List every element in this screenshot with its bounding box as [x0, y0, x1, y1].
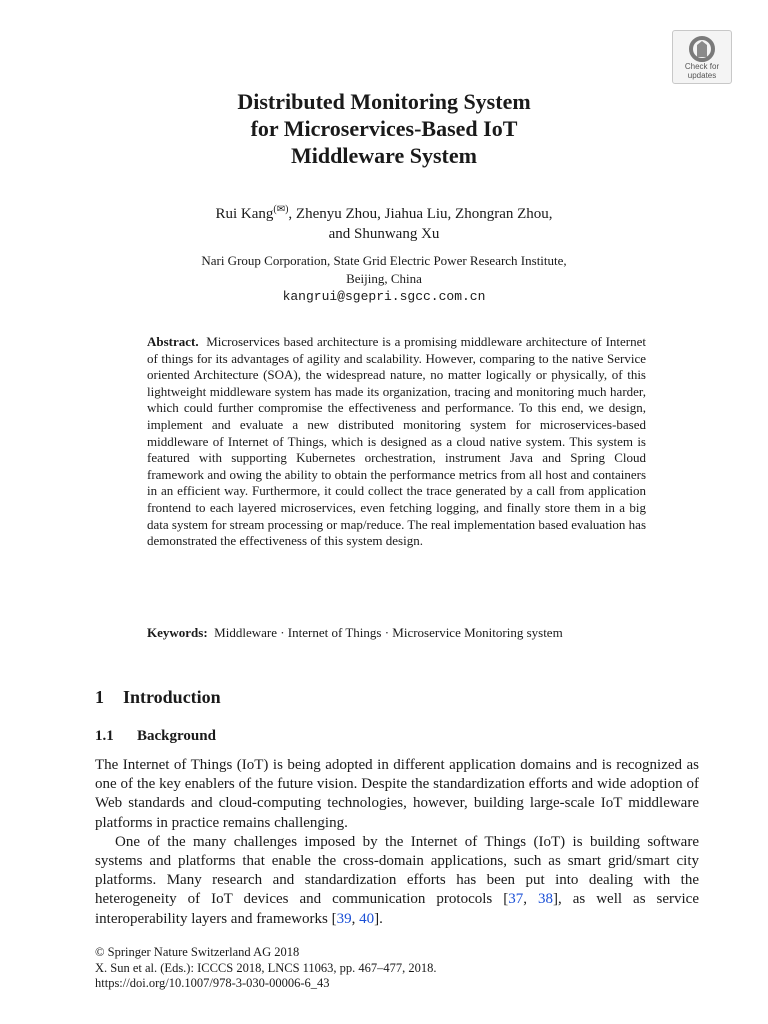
footer-citation: X. Sun et al. (Eds.): ICCCS 2018, LNCS 11063, pp. 467–477, 2018. [95, 960, 437, 975]
subsection-number: 1.1 [95, 728, 114, 744]
badge-line-2: updates [687, 70, 717, 80]
footer-copyright: © Springer Nature Switzerland AG 2018 [95, 945, 300, 959]
paragraph-2-end: ]. [374, 910, 383, 927]
paragraph-2 [95, 833, 699, 929]
citation-separator: , [351, 910, 360, 927]
envelope-icon[interactable]: (✉) [273, 204, 289, 215]
title-line-1: Distributed Monitoring System [237, 89, 531, 114]
section-number: 1 [95, 687, 104, 707]
section-title: Introduction [123, 687, 221, 707]
paragraph-2-text: One of the many challenges imposed by the Internet of Things (IoT) is building software systems and platforms that enable the cross-domain applications, such as smart grid/smart city platforms. Many research and standardization efforts has been put into dealing with the heterogeneity of IoT devices and communication protocols [ [95, 833, 699, 908]
keywords-text: Middleware · Internet of Things · Microservice Monitoring system [214, 625, 563, 640]
subsection-heading [95, 728, 216, 745]
abstract-label: Abstract. [147, 334, 199, 349]
paragraph-1: The Internet of Things (IoT) is being adopted in different application domains and is recognized as one of the key enablers of the future vision. Despite the standardization efforts and wide adoption of Web standards and cloud-computing technologies, however, building large-scale IoT middleware platforms in practice remains challenging. [95, 757, 699, 831]
author-rest: , Zhenyu Zhou, Jiahua Liu, Zhongran Zhou, [288, 206, 553, 222]
subsection-title: Background [137, 728, 216, 744]
title-line-3: Middleware System [291, 143, 477, 168]
copyright-footer [95, 945, 437, 992]
body-text [95, 756, 699, 929]
paper-title [0, 88, 768, 169]
footer-doi-link[interactable]: https://doi.org/10.1007/978-3-030-00006-6_43 [95, 976, 330, 990]
title-line-2: for Microservices-Based IoT [250, 116, 518, 141]
check-for-updates-icon [688, 35, 716, 63]
author-first: Rui Kang [215, 206, 274, 222]
keywords [147, 625, 646, 642]
affiliation-line-1: Nari Group Corporation, State Grid Electric Power Research Institute, [201, 253, 567, 268]
author-line-2: and Shunwang Xu [328, 226, 440, 242]
check-for-updates-badge[interactable] [672, 30, 732, 84]
citation-37[interactable]: 37 [508, 891, 524, 908]
citation-39[interactable]: 39 [336, 910, 352, 927]
badge-line-1: Check for [684, 62, 720, 71]
abstract-text: Microservices based architecture is a promising middleware architecture of Internet of things for its advantages of agility and scalability. However, comparing to the native Service oriented Architecture (SOA), the widespread nature, no matter logically or physically, of this lightweight middleware system has made its organization, tracing and monitoring much harder, which could further compromise the effectiveness and performance. To this end, we design, implement and evaluate a new distributed monitoring system for microservices-based middleware of Internet of Things, which is designed as a cloud native system. This system is featured with supporting Kubernetes orchestration, instrument Java and Spring Cloud framework and owing the ability to obtain the performance metrics from all host and containers in an efficient way. Furthermore, it could collect the trace generated by a call from application frontend to each layered microservices, even fetching logging, and finally store them in a big data system for stream processing or map/reduce. The real implementation based evaluation has demonstrated the effectiveness of this system design. [147, 334, 647, 549]
affiliation-line-2: Beijing, China [346, 271, 422, 286]
citation-separator: , [523, 891, 538, 908]
author-email[interactable]: kangrui@sgepri.sgcc.com.cn [282, 289, 486, 304]
citation-38[interactable]: 38 [537, 891, 553, 908]
paragraph-2-mid: ], as well as service interoperability layers and frameworks [ [95, 891, 699, 927]
abstract [147, 334, 646, 550]
citation-40[interactable]: 40 [359, 910, 375, 927]
author-list [0, 200, 768, 244]
affiliation [0, 252, 768, 306]
section-heading [95, 687, 221, 708]
keywords-label: Keywords: [147, 625, 208, 640]
